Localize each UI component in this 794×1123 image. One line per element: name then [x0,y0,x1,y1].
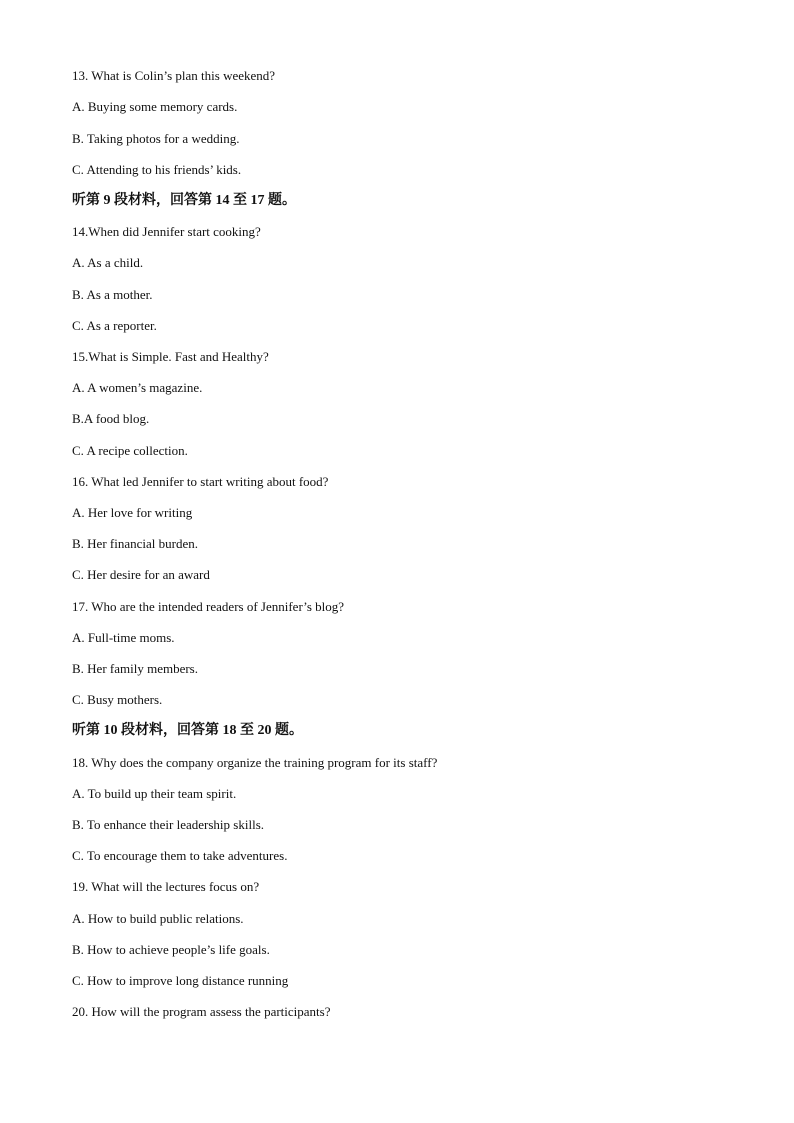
question-18-option-a: A. To build up their team spirit. [72,786,237,801]
question-19-option-c: C. How to improve long distance running [72,973,289,988]
question-13-option-a: A. Buying some memory cards. [72,99,238,114]
question-13: 13. What is Colin’s plan this weekend? [72,68,276,83]
question-19-option-a: A. How to build public relations. [72,911,244,926]
question-16-option-b: B. Her financial burden. [72,536,198,551]
question-15-option-b: B.A food blog. [72,411,150,426]
question-17-option-a: A. Full-time moms. [72,630,175,645]
section-heading-9: 听第 9 段材料，回答第 14 至 17 题。 [72,193,296,208]
question-16-option-a: A. Her love for writing [72,505,193,520]
question-18-option-b: B. To enhance their leadership skills. [72,817,264,832]
question-15-option-c: C. A recipe collection. [72,443,188,458]
question-15: 15.What is Simple. Fast and Healthy? [72,349,269,364]
question-17-option-c: C. Busy mothers. [72,692,163,707]
question-14-option-a: A. As a child. [72,255,144,270]
question-16: 16. What led Jennifer to start writing about food? [72,474,329,489]
question-15-option-a: A. A women’s magazine. [72,380,203,395]
question-19-option-b: B. How to achieve people’s life goals. [72,942,270,957]
question-18-option-c: C. To encourage them to take adventures. [72,848,288,863]
question-13-option-b: B. Taking photos for a wedding. [72,131,240,146]
question-14: 14.When did Jennifer start cooking? [72,224,261,239]
question-16-option-c: C. Her desire for an award [72,567,210,582]
question-18: 18. Why does the company organize the training program for its staff? [72,755,438,770]
question-19: 19. What will the lectures focus on? [72,879,260,894]
question-14-option-c: C. As a reporter. [72,318,157,333]
question-17-option-b: B. Her family members. [72,661,198,676]
section-heading-10: 听第 10 段材料，回答第 18 至 20 题。 [72,723,303,738]
question-17: 17. Who are the intended readers of Jennifer’s blog? [72,599,345,614]
question-20: 20. How will the program assess the participants? [72,1004,331,1019]
question-14-option-b: B. As a mother. [72,287,153,302]
question-13-option-c: C. Attending to his friends’ kids. [72,162,242,177]
